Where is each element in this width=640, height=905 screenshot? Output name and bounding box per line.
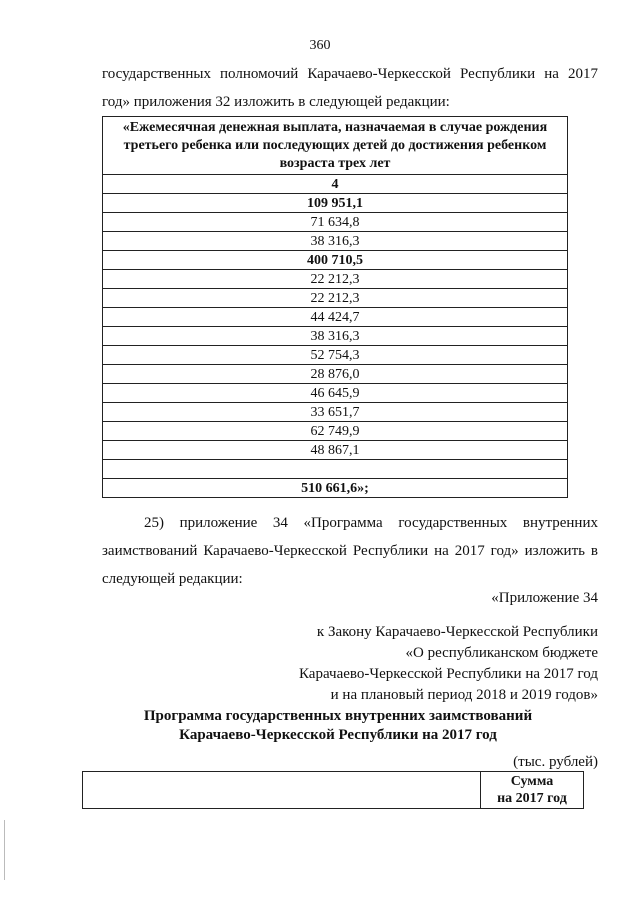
value-cell: 71 634,8	[103, 213, 568, 232]
table-row	[103, 289, 568, 308]
value-cell: 46 645,9	[103, 384, 568, 403]
value-cell: 22 212,3	[103, 289, 568, 308]
value-cell: 33 651,7	[103, 403, 568, 422]
table-row	[103, 479, 568, 498]
table-header-cell: «Ежемесячная денежная выплата, назначаемая в случае рождения третьего ребенка или последующих детей до достижения ребенком возраста трех лет	[103, 117, 568, 175]
table-row	[103, 441, 568, 460]
value-cell	[103, 460, 568, 479]
value-cell: 48 867,1	[103, 441, 568, 460]
table-row	[103, 403, 568, 422]
table-row	[103, 422, 568, 441]
table-row	[103, 308, 568, 327]
value-cell: 109 951,1	[103, 194, 568, 213]
sum-header-line: на 2017 год	[497, 791, 567, 806]
table-row	[103, 251, 568, 270]
table-row	[103, 384, 568, 403]
appendix-reference	[299, 622, 598, 706]
borrowing-program-table	[82, 771, 584, 809]
description-header-cell	[83, 772, 481, 809]
table-row	[103, 232, 568, 251]
program-title-line-2: Карачаево-Черкесской Республики на 2017 год	[179, 727, 497, 743]
table-row	[103, 365, 568, 384]
appendix-label: «Приложение 34	[491, 590, 598, 606]
appendix-reference-line: и на плановый период 2018 и 2019 годов»	[330, 687, 598, 703]
payment-values-table	[102, 116, 568, 498]
program-title-line-1: Программа государственных внутренних заимствований	[143, 708, 533, 724]
appendix-reference-line: Карачаево-Черкесской Республики на 2017 год	[299, 666, 598, 682]
table-header-row	[83, 772, 584, 809]
value-cell: 62 749,9	[103, 422, 568, 441]
item-25-line-1: 25) приложение 34 «Программа государственных внутренних	[144, 515, 598, 531]
table-row	[103, 175, 568, 194]
table-row	[103, 460, 568, 479]
value-cell: 510 661,6»;	[103, 479, 568, 498]
sum-header-line: Сумма	[510, 774, 554, 789]
intro-text-line-2: год» приложения 32 изложить в следующей редакции:	[102, 94, 450, 110]
appendix-reference-line: «О республиканском бюджете	[405, 645, 598, 661]
value-cell: 4	[103, 175, 568, 194]
intro-text-line-1: государственных полномочий Карачаево-Черкесской Республики на 2017	[102, 66, 598, 82]
table-row	[103, 213, 568, 232]
value-cell: 44 424,7	[103, 308, 568, 327]
scan-margin-line	[4, 820, 5, 880]
table-row	[103, 270, 568, 289]
table-header-row	[103, 117, 568, 175]
table-row	[103, 194, 568, 213]
table-row	[103, 346, 568, 365]
units-label: (тыс. рублей)	[513, 754, 598, 770]
appendix-reference-line: к Закону Карачаево-Черкесской Республики	[316, 624, 598, 640]
sum-header-cell	[481, 772, 584, 809]
page-number: 360	[309, 38, 331, 53]
value-cell: 28 876,0	[103, 365, 568, 384]
value-cell: 400 710,5	[103, 251, 568, 270]
item-25-line-2: заимствований Карачаево-Черкесской Республики на 2017 год» изложить в	[102, 543, 598, 559]
table-row	[103, 327, 568, 346]
value-cell: 38 316,3	[103, 327, 568, 346]
table-body	[103, 175, 568, 498]
value-cell: 22 212,3	[103, 270, 568, 289]
value-cell: 52 754,3	[103, 346, 568, 365]
item-25-line-3: следующей редакции:	[102, 571, 243, 587]
value-cell: 38 316,3	[103, 232, 568, 251]
